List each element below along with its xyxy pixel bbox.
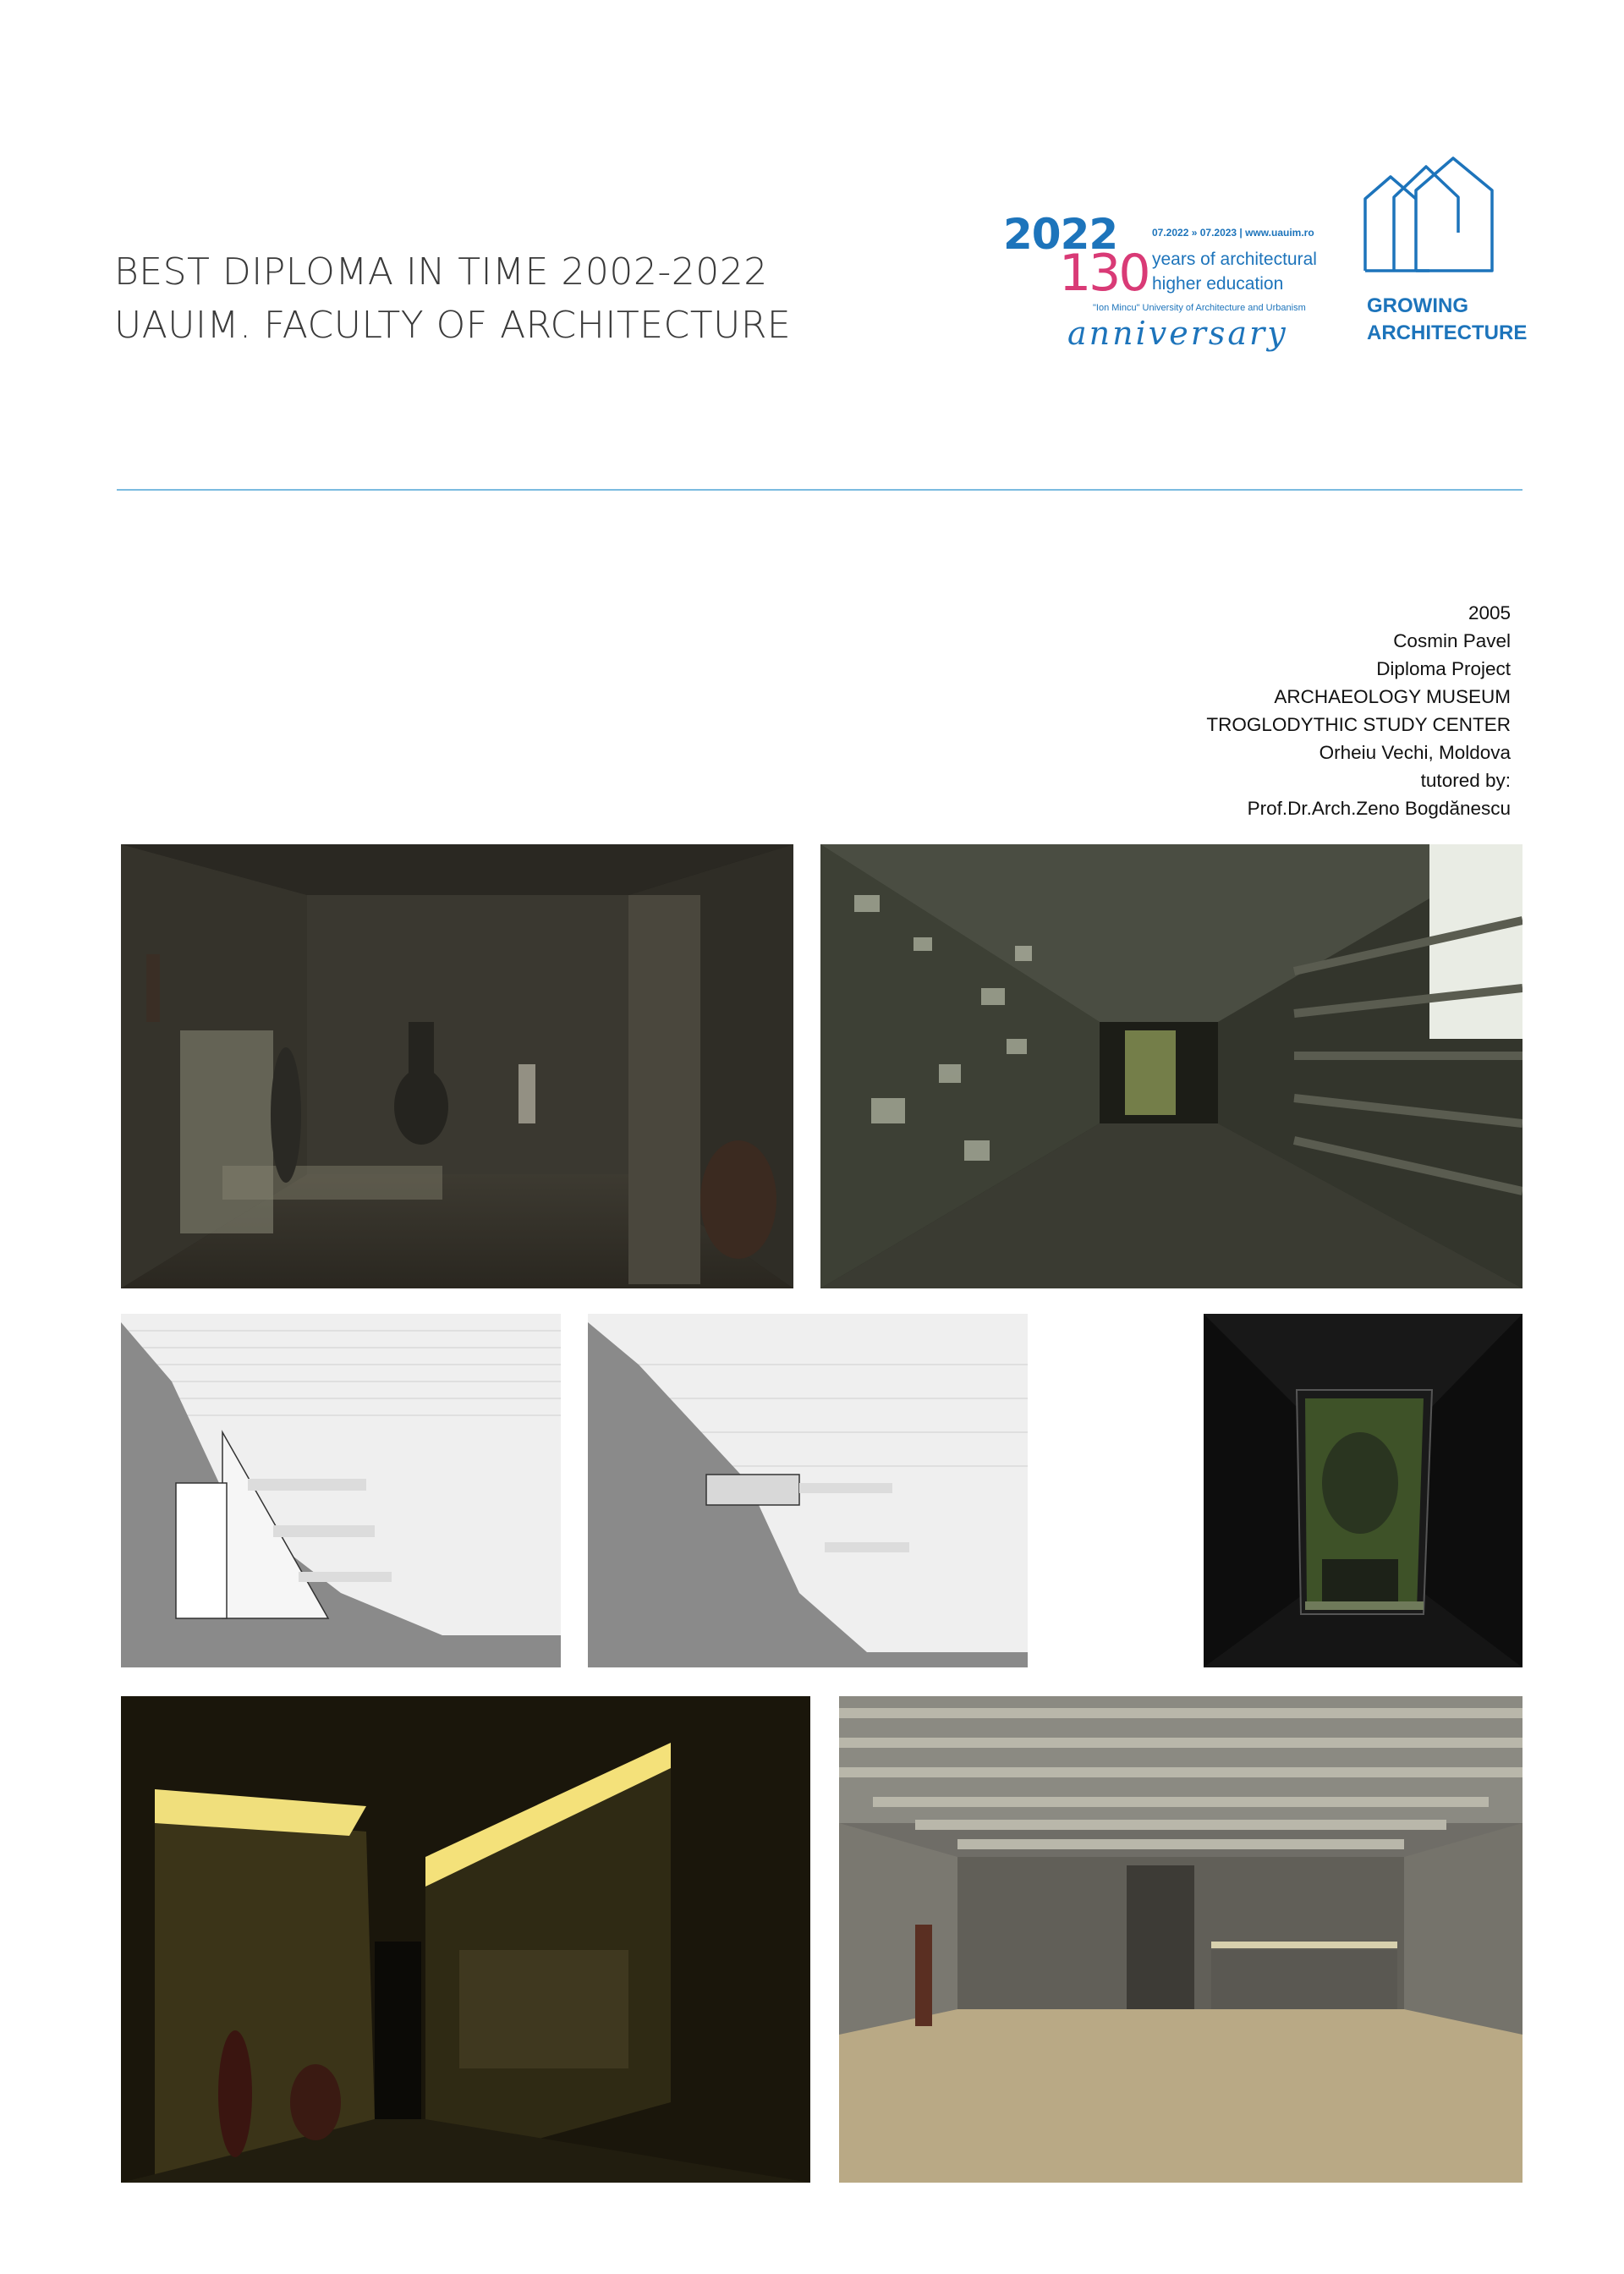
logo-years-line-2: higher education: [1152, 274, 1284, 294]
growing-line-2: ARCHITECTURE: [1367, 321, 1528, 344]
render-dark-doorway-image: [1204, 1314, 1522, 1667]
render-corridor-image: [820, 844, 1522, 1288]
project-location: Orheiu Vechi, Moldova: [1319, 742, 1511, 763]
tutor-name: Prof.Dr.Arch.Zeno Bogdănescu: [1247, 798, 1511, 819]
project-info: [1206, 599, 1511, 822]
render-warm-hall-image: [121, 1696, 810, 2183]
houses-icon: [1363, 157, 1499, 275]
project-author: Cosmin Pavel: [1393, 630, 1511, 651]
title-line-2: UAUIM. FACULTY OF ARCHITECTURE: [114, 304, 792, 347]
project-title-2: TROGLODYTHIC STUDY CENTER: [1206, 714, 1511, 735]
tutored-label: tutored by:: [1420, 770, 1511, 791]
logo-years-text: [1152, 247, 1317, 296]
logo-number: 130: [1059, 244, 1149, 303]
logo-dates: 07.2022 » 07.2023 | www.uauim.ro: [1152, 227, 1314, 239]
project-type: Diploma Project: [1376, 658, 1511, 679]
project-title-1: ARCHAEOLOGY MUSEUM: [1274, 686, 1511, 707]
header-divider: [117, 489, 1522, 491]
anniversary-logo: [1000, 210, 1330, 354]
render-concrete-hall-image: [839, 1696, 1522, 2183]
render-stone-hall-image: [121, 844, 793, 1288]
page-title: [114, 245, 808, 352]
project-year: 2005: [1468, 602, 1511, 623]
logo-years-line-1: years of architectural: [1152, 250, 1317, 269]
section-drawing-1-image: [121, 1314, 561, 1667]
growing-architecture-logo-text: [1367, 293, 1527, 347]
logo-university: "Ion Mincu" University of Architecture and Urbanism: [1093, 303, 1306, 313]
logo-year: 2022: [1003, 210, 1118, 259]
title-line-1: BEST DIPLOMA IN TIME 2002-2022: [114, 250, 768, 294]
section-drawing-2-image: [588, 1314, 1028, 1667]
logo-anniversary-word: anniversary: [1067, 315, 1288, 352]
growing-line-1: GROWING: [1367, 294, 1468, 317]
